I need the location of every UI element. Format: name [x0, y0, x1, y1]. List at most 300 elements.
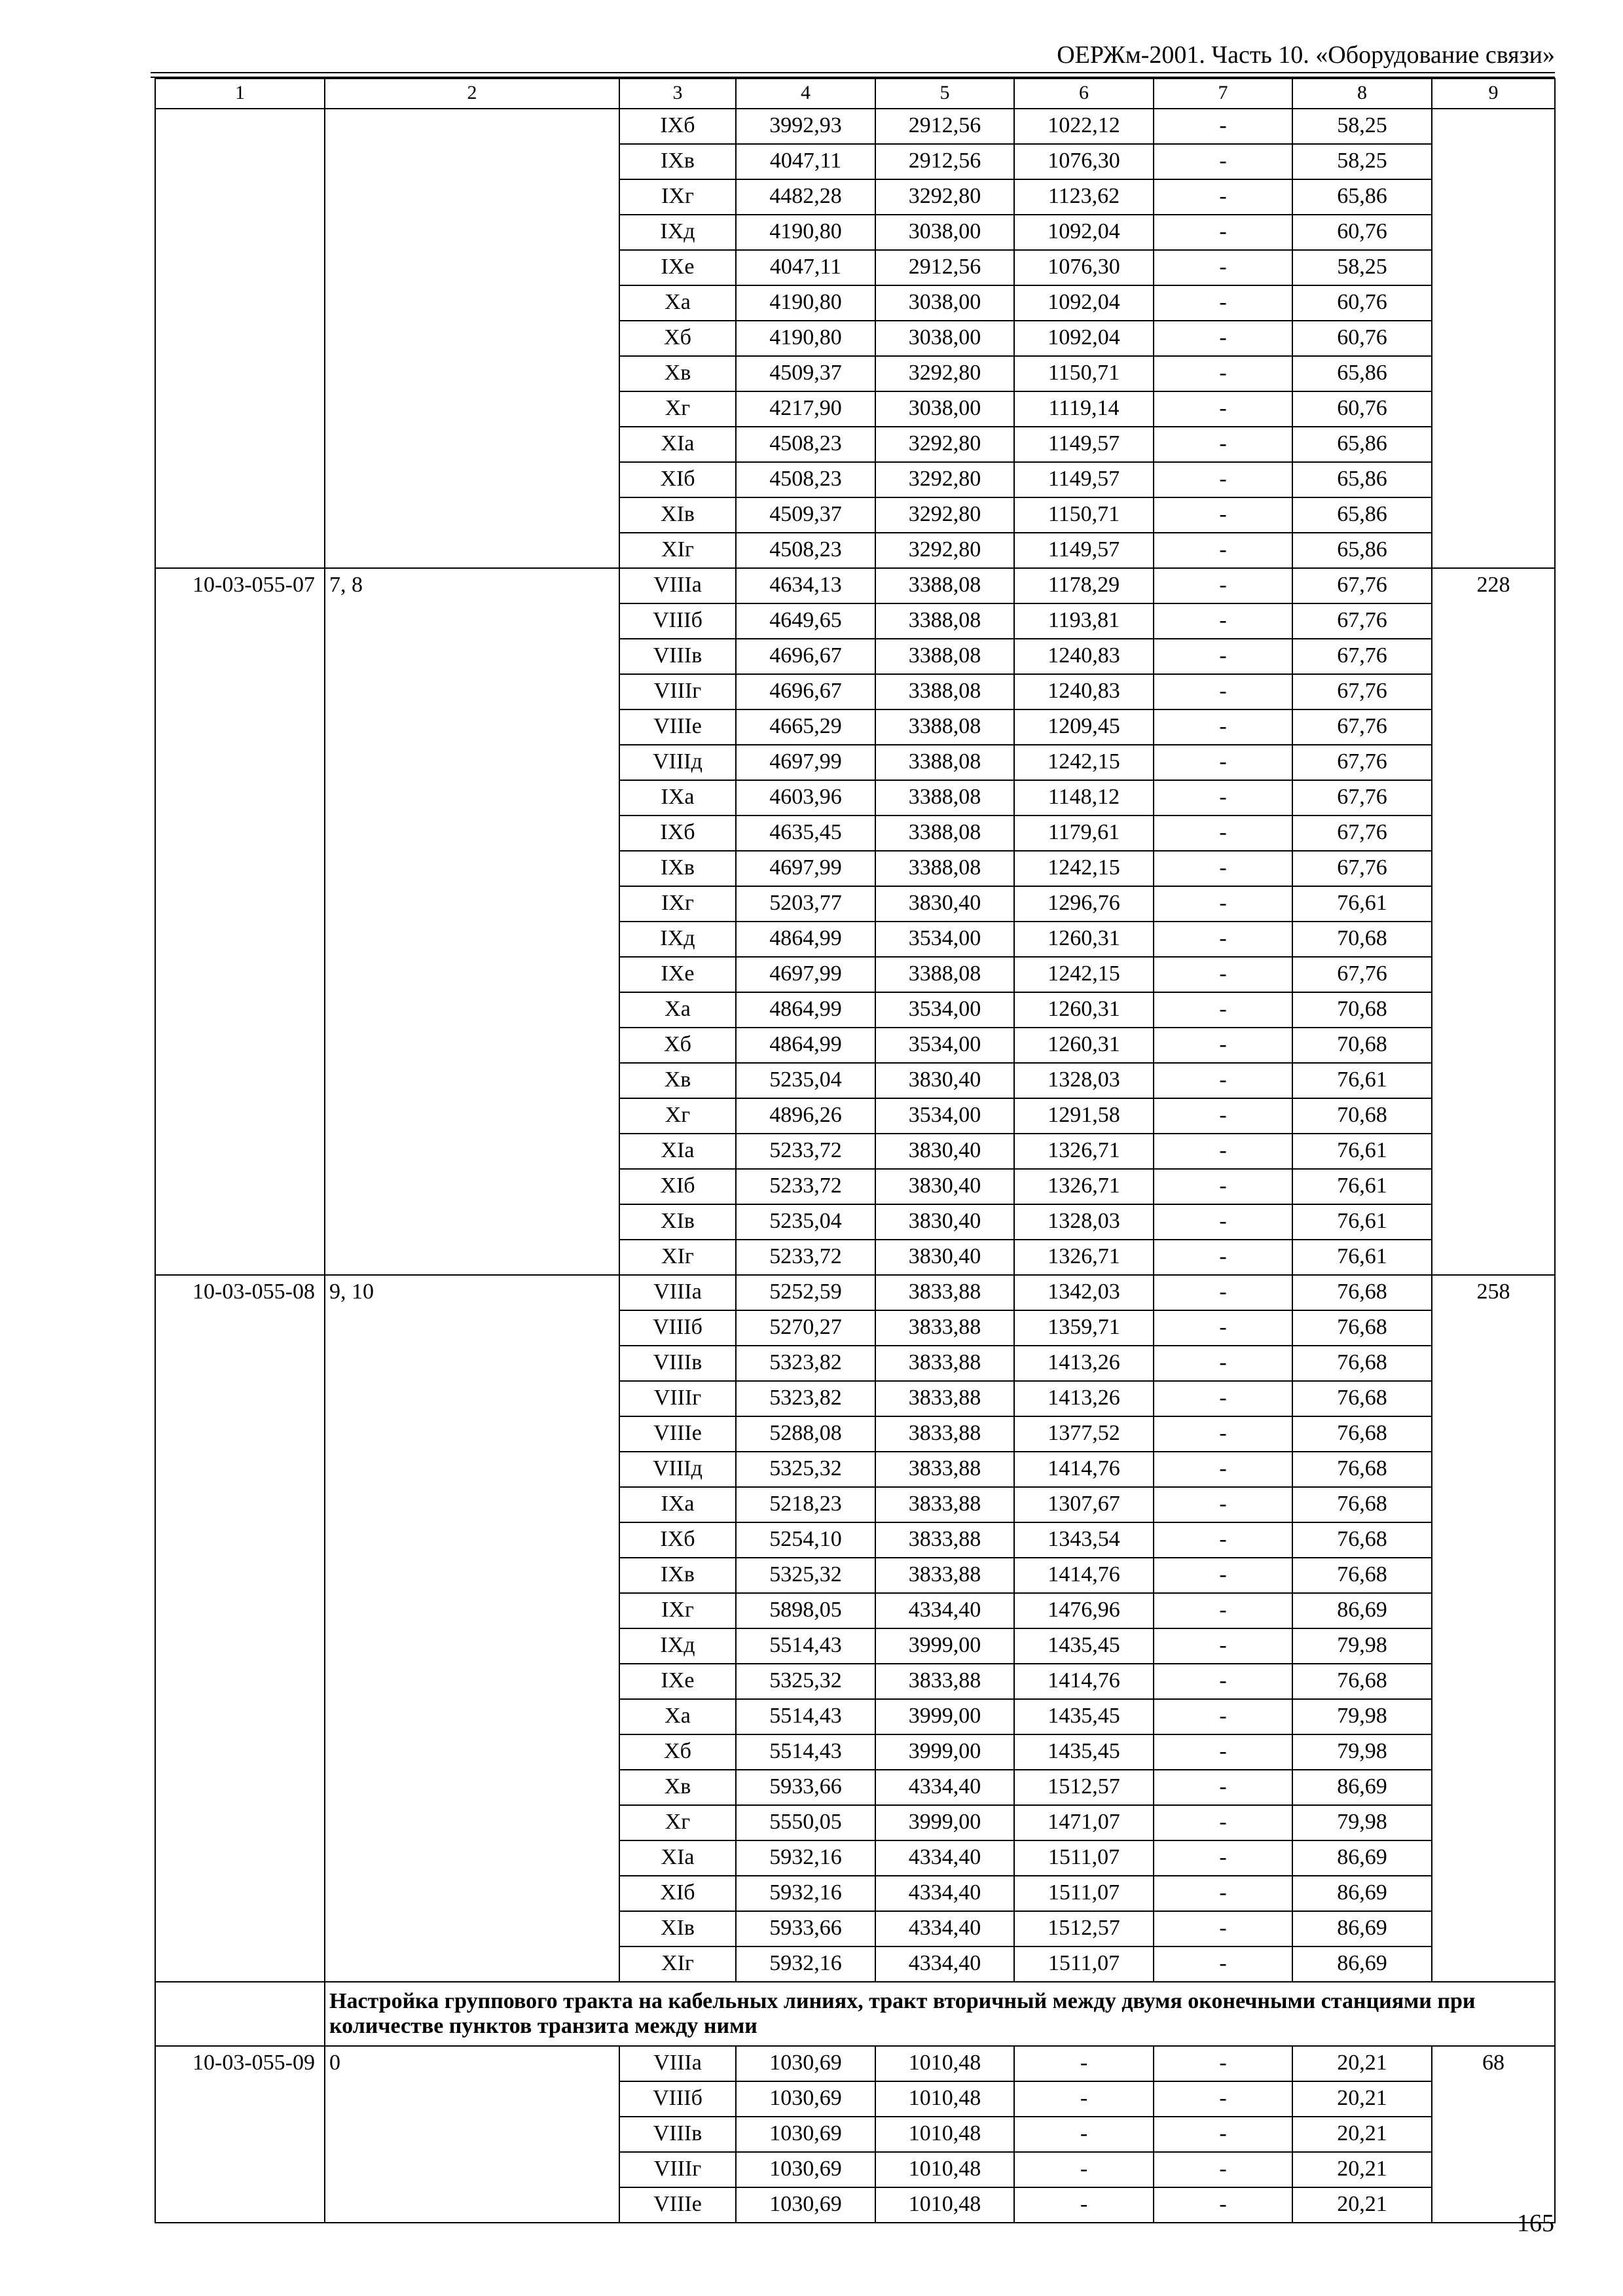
wage-cell: 1010,48 [875, 2081, 1014, 2117]
equipment-cell [1432, 2081, 1555, 2117]
total-cost-cell: 1030,69 [736, 2152, 875, 2187]
wage-cell: 3833,88 [875, 1558, 1014, 1593]
wage-cell: 3388,08 [875, 674, 1014, 709]
table-row [155, 922, 1555, 957]
table-row [155, 851, 1555, 886]
machinist-wage-cell: - [1154, 1134, 1292, 1169]
total-cost-cell: 5514,43 [736, 1628, 875, 1664]
labor-cell: 86,69 [1292, 1911, 1432, 1946]
code-cell: 10-03-055-08 [155, 1275, 325, 1310]
param-cell [325, 1487, 619, 1522]
table-row [155, 285, 1555, 321]
category-cell: VIIIб [619, 1310, 736, 1346]
machinist-wage-cell: - [1154, 1063, 1292, 1098]
code-cell [155, 709, 325, 745]
table-row [155, 1416, 1555, 1452]
equipment-cell [1432, 1911, 1555, 1946]
equipment-cell [1432, 1134, 1555, 1169]
wage-cell: 3388,08 [875, 851, 1014, 886]
wage-cell: 3830,40 [875, 1169, 1014, 1204]
total-cost-cell: 5270,27 [736, 1310, 875, 1346]
table-row [155, 1734, 1555, 1770]
labor-cell: 65,86 [1292, 427, 1432, 462]
code-cell [155, 816, 325, 851]
labor-cell: 76,68 [1292, 1487, 1432, 1522]
category-cell: IXг [619, 179, 736, 215]
total-cost-cell: 1030,69 [736, 2046, 875, 2081]
machinist-wage-cell: - [1154, 1770, 1292, 1805]
category-cell: XIг [619, 1946, 736, 1982]
machine-cell: 1092,04 [1014, 285, 1154, 321]
machine-cell: 1511,07 [1014, 1946, 1154, 1982]
equipment-cell [1432, 674, 1555, 709]
machine-cell: 1326,71 [1014, 1169, 1154, 1204]
total-cost-cell: 4665,29 [736, 709, 875, 745]
table-row [155, 533, 1555, 568]
equipment-cell [1432, 1876, 1555, 1911]
param-cell [325, 285, 619, 321]
param-cell [325, 780, 619, 816]
table-row [155, 1310, 1555, 1346]
total-cost-cell: 5325,32 [736, 1664, 875, 1699]
total-cost-cell: 4482,28 [736, 179, 875, 215]
running-header: ОЕРЖм-2001. Часть 10. «Оборудование связи» [1057, 41, 1555, 69]
column-number: 3 [619, 79, 736, 109]
total-cost-cell: 5325,32 [736, 1558, 875, 1593]
wage-cell: 3292,80 [875, 462, 1014, 497]
category-cell: Xб [619, 1028, 736, 1063]
category-cell: IXб [619, 1522, 736, 1558]
code-cell [155, 1487, 325, 1522]
table-row [155, 886, 1555, 922]
wage-cell: 3833,88 [875, 1664, 1014, 1699]
machinist-wage-cell: - [1154, 639, 1292, 674]
table-row [155, 321, 1555, 356]
equipment-cell [1432, 391, 1555, 427]
category-cell: VIIIв [619, 1346, 736, 1381]
param-cell [325, 639, 619, 674]
equipment-cell [1432, 2117, 1555, 2152]
category-cell: XIг [619, 533, 736, 568]
table-row [155, 745, 1555, 780]
labor-cell: 67,76 [1292, 639, 1432, 674]
total-cost-cell: 4190,80 [736, 321, 875, 356]
machinist-wage-cell: - [1154, 1275, 1292, 1310]
machinist-wage-cell: - [1154, 1204, 1292, 1240]
machine-cell: 1414,76 [1014, 1452, 1154, 1487]
labor-cell: 67,76 [1292, 603, 1432, 639]
total-cost-cell: 4634,13 [736, 568, 875, 603]
machinist-wage-cell: - [1154, 2152, 1292, 2187]
machinist-wage-cell: - [1154, 1876, 1292, 1911]
machine-cell: 1260,31 [1014, 1028, 1154, 1063]
code-cell [155, 1381, 325, 1416]
total-cost-cell: 5514,43 [736, 1699, 875, 1734]
machine-cell: 1296,76 [1014, 886, 1154, 922]
param-cell [325, 2117, 619, 2152]
param-cell [325, 2187, 619, 2223]
column-number: 7 [1154, 79, 1292, 109]
table-row [155, 462, 1555, 497]
total-cost-cell: 4697,99 [736, 851, 875, 886]
wage-cell: 3388,08 [875, 709, 1014, 745]
machine-cell: 1377,52 [1014, 1416, 1154, 1452]
machine-cell: 1328,03 [1014, 1063, 1154, 1098]
total-cost-cell: 5933,66 [736, 1911, 875, 1946]
equipment-cell [1432, 780, 1555, 816]
wage-cell: 3038,00 [875, 285, 1014, 321]
code-cell [155, 1346, 325, 1381]
total-cost-cell: 4217,90 [736, 391, 875, 427]
param-cell [325, 1911, 619, 1946]
column-number: 5 [875, 79, 1014, 109]
equipment-cell: 258 [1432, 1275, 1555, 1310]
machinist-wage-cell: - [1154, 1805, 1292, 1840]
machinist-wage-cell: - [1154, 1346, 1292, 1381]
param-cell [325, 215, 619, 250]
table-row [155, 674, 1555, 709]
machinist-wage-cell: - [1154, 1734, 1292, 1770]
labor-cell: 67,76 [1292, 780, 1432, 816]
param-cell [325, 1664, 619, 1699]
wage-cell: 3388,08 [875, 639, 1014, 674]
section-heading: Настройка группового тракта на кабельных линиях, тракт вторичный между двумя оконечными станциями при количестве пунктов транзита между ними [325, 1982, 1555, 2046]
machine-cell: 1150,71 [1014, 356, 1154, 391]
labor-cell: 79,98 [1292, 1805, 1432, 1840]
param-cell [325, 144, 619, 179]
total-cost-cell: 4190,80 [736, 285, 875, 321]
total-cost-cell: 4864,99 [736, 992, 875, 1028]
labor-cell: 86,69 [1292, 1946, 1432, 1982]
category-cell: Xа [619, 285, 736, 321]
table-row [155, 356, 1555, 391]
wage-cell: 3830,40 [875, 1134, 1014, 1169]
param-cell [325, 1063, 619, 1098]
wage-cell: 3999,00 [875, 1628, 1014, 1664]
param-cell [325, 674, 619, 709]
table-row [155, 2117, 1555, 2152]
machinist-wage-cell: - [1154, 144, 1292, 179]
wage-cell: 3833,88 [875, 1275, 1014, 1310]
param-cell [325, 1416, 619, 1452]
machine-cell: 1209,45 [1014, 709, 1154, 745]
equipment-cell [1432, 1734, 1555, 1770]
labor-cell: 76,68 [1292, 1664, 1432, 1699]
total-cost-cell: 5932,16 [736, 1876, 875, 1911]
machinist-wage-cell: - [1154, 2046, 1292, 2081]
table-row [155, 427, 1555, 462]
machinist-wage-cell: - [1154, 1522, 1292, 1558]
table-row [155, 957, 1555, 992]
labor-cell: 76,61 [1292, 886, 1432, 922]
total-cost-cell: 4047,11 [736, 144, 875, 179]
machinist-wage-cell: - [1154, 250, 1292, 285]
wage-cell: 3388,08 [875, 603, 1014, 639]
machine-cell: 1148,12 [1014, 780, 1154, 816]
machine-cell: 1240,83 [1014, 674, 1154, 709]
machinist-wage-cell: - [1154, 709, 1292, 745]
wage-cell: 3999,00 [875, 1699, 1014, 1734]
table-row [155, 1558, 1555, 1593]
equipment-cell [1432, 1063, 1555, 1098]
equipment-cell [1432, 109, 1555, 144]
param-cell [325, 745, 619, 780]
machine-cell: 1150,71 [1014, 497, 1154, 533]
wage-cell: 3038,00 [875, 321, 1014, 356]
category-cell: VIIIа [619, 1275, 736, 1310]
code-cell [155, 1699, 325, 1734]
labor-cell: 67,76 [1292, 957, 1432, 992]
machine-cell: 1149,57 [1014, 462, 1154, 497]
labor-cell: 65,86 [1292, 462, 1432, 497]
machinist-wage-cell: - [1154, 1558, 1292, 1593]
code-cell [155, 1452, 325, 1487]
param-cell [325, 1134, 619, 1169]
category-cell: VIIIд [619, 745, 736, 780]
param-cell [325, 1770, 619, 1805]
machine-cell: 1512,57 [1014, 1911, 1154, 1946]
param-cell [325, 816, 619, 851]
wage-cell: 3833,88 [875, 1346, 1014, 1381]
wage-cell: 3830,40 [875, 1240, 1014, 1275]
labor-cell: 70,68 [1292, 992, 1432, 1028]
labor-cell: 76,68 [1292, 1452, 1432, 1487]
total-cost-cell: 4603,96 [736, 780, 875, 816]
wage-cell: 1010,48 [875, 2152, 1014, 2187]
total-cost-cell: 4508,23 [736, 533, 875, 568]
code-cell [155, 250, 325, 285]
labor-cell: 76,61 [1292, 1134, 1432, 1169]
code-cell [155, 745, 325, 780]
column-number-row [155, 79, 1555, 109]
equipment-cell [1432, 1028, 1555, 1063]
table-row [155, 1452, 1555, 1487]
equipment-cell [1432, 1770, 1555, 1805]
code-cell [155, 215, 325, 250]
code-cell [155, 1169, 325, 1204]
machine-cell: 1240,83 [1014, 639, 1154, 674]
table-row [155, 179, 1555, 215]
labor-cell: 65,86 [1292, 533, 1432, 568]
param-cell [325, 1346, 619, 1381]
machine-cell: 1435,45 [1014, 1628, 1154, 1664]
equipment-cell [1432, 639, 1555, 674]
table-row [155, 639, 1555, 674]
table-row [155, 816, 1555, 851]
machinist-wage-cell: - [1154, 957, 1292, 992]
equipment-cell [1432, 1946, 1555, 1982]
wage-cell: 3292,80 [875, 533, 1014, 568]
code-cell [155, 1664, 325, 1699]
wage-cell: 3830,40 [875, 1204, 1014, 1240]
machine-cell: 1413,26 [1014, 1346, 1154, 1381]
param-cell [325, 1593, 619, 1628]
machine-cell: 1092,04 [1014, 215, 1154, 250]
table-row [155, 2046, 1555, 2081]
category-cell: IXа [619, 1487, 736, 1522]
wage-cell: 3292,80 [875, 497, 1014, 533]
param-cell [325, 957, 619, 992]
labor-cell: 60,76 [1292, 321, 1432, 356]
machine-cell: 1342,03 [1014, 1275, 1154, 1310]
wage-cell: 1010,48 [875, 2117, 1014, 2152]
machinist-wage-cell: - [1154, 1840, 1292, 1876]
code-cell [155, 1911, 325, 1946]
machinist-wage-cell: - [1154, 109, 1292, 144]
equipment-cell [1432, 1452, 1555, 1487]
table-row [155, 603, 1555, 639]
machine-cell: 1359,71 [1014, 1310, 1154, 1346]
param-cell [325, 2152, 619, 2187]
wage-cell: 3999,00 [875, 1734, 1014, 1770]
total-cost-cell: 4864,99 [736, 922, 875, 957]
total-cost-cell: 5323,82 [736, 1346, 875, 1381]
param-cell [325, 356, 619, 391]
section-spacer-cell [155, 1982, 325, 2046]
code-cell [155, 603, 325, 639]
total-cost-cell: 4509,37 [736, 497, 875, 533]
labor-cell: 20,21 [1292, 2081, 1432, 2117]
equipment-cell [1432, 957, 1555, 992]
table-row [155, 391, 1555, 427]
code-cell [155, 2152, 325, 2187]
wage-cell: 4334,40 [875, 1840, 1014, 1876]
total-cost-cell: 3992,93 [736, 109, 875, 144]
code-cell: 10-03-055-09 [155, 2046, 325, 2081]
machinist-wage-cell: - [1154, 603, 1292, 639]
machinist-wage-cell: - [1154, 391, 1292, 427]
param-cell [325, 179, 619, 215]
equipment-cell [1432, 356, 1555, 391]
labor-cell: 86,69 [1292, 1840, 1432, 1876]
table-row [155, 1381, 1555, 1416]
category-cell: IXе [619, 250, 736, 285]
category-cell: Xг [619, 1805, 736, 1840]
total-cost-cell: 5235,04 [736, 1204, 875, 1240]
machinist-wage-cell: - [1154, 2117, 1292, 2152]
machine-cell: 1193,81 [1014, 603, 1154, 639]
param-cell: 0 [325, 2046, 619, 2081]
column-number: 1 [155, 79, 325, 109]
category-cell: XIб [619, 1876, 736, 1911]
machinist-wage-cell: - [1154, 922, 1292, 957]
category-cell: Xб [619, 1734, 736, 1770]
code-cell [155, 992, 325, 1028]
total-cost-cell: 1030,69 [736, 2187, 875, 2223]
code-cell [155, 922, 325, 957]
table-row [155, 780, 1555, 816]
labor-cell: 20,21 [1292, 2187, 1432, 2223]
code-cell [155, 285, 325, 321]
machinist-wage-cell: - [1154, 886, 1292, 922]
category-cell: XIв [619, 1204, 736, 1240]
code-cell [155, 1416, 325, 1452]
code-cell [155, 886, 325, 922]
labor-cell: 70,68 [1292, 1098, 1432, 1134]
wage-cell: 4334,40 [875, 1770, 1014, 1805]
code-cell [155, 1805, 325, 1840]
equipment-cell [1432, 250, 1555, 285]
category-cell: IXв [619, 851, 736, 886]
rates-table [155, 78, 1556, 2223]
param-cell [325, 1381, 619, 1416]
machine-cell: 1178,29 [1014, 568, 1154, 603]
labor-cell: 76,68 [1292, 1558, 1432, 1593]
equipment-cell [1432, 603, 1555, 639]
header-rule [151, 72, 1555, 73]
param-cell [325, 1805, 619, 1840]
total-cost-cell: 5252,59 [736, 1275, 875, 1310]
param-cell [325, 1098, 619, 1134]
wage-cell: 3830,40 [875, 886, 1014, 922]
wage-cell: 4334,40 [875, 1593, 1014, 1628]
category-cell: IXб [619, 109, 736, 144]
wage-cell: 3388,08 [875, 745, 1014, 780]
category-cell: VIIIг [619, 1381, 736, 1416]
total-cost-cell: 5218,23 [736, 1487, 875, 1522]
equipment-cell [1432, 321, 1555, 356]
table-row [155, 568, 1555, 603]
table-row [155, 709, 1555, 745]
category-cell: Xг [619, 1098, 736, 1134]
table-row [155, 1911, 1555, 1946]
machinist-wage-cell: - [1154, 427, 1292, 462]
machine-cell: 1511,07 [1014, 1876, 1154, 1911]
machine-cell: 1414,76 [1014, 1558, 1154, 1593]
labor-cell: 76,68 [1292, 1275, 1432, 1310]
labor-cell: 60,76 [1292, 215, 1432, 250]
wage-cell: 3999,00 [875, 1805, 1014, 1840]
wage-cell: 2912,56 [875, 109, 1014, 144]
total-cost-cell: 5288,08 [736, 1416, 875, 1452]
category-cell: XIа [619, 1134, 736, 1169]
machinist-wage-cell: - [1154, 1416, 1292, 1452]
param-cell [325, 886, 619, 922]
table-row [155, 1840, 1555, 1876]
equipment-cell [1432, 215, 1555, 250]
wage-cell: 3833,88 [875, 1416, 1014, 1452]
equipment-cell [1432, 462, 1555, 497]
machine-cell: 1343,54 [1014, 1522, 1154, 1558]
code-cell [155, 1522, 325, 1558]
total-cost-cell: 4649,65 [736, 603, 875, 639]
machinist-wage-cell: - [1154, 1593, 1292, 1628]
wage-cell: 3388,08 [875, 568, 1014, 603]
code-cell [155, 427, 325, 462]
labor-cell: 65,86 [1292, 497, 1432, 533]
labor-cell: 86,69 [1292, 1593, 1432, 1628]
table-row [155, 1946, 1555, 1982]
category-cell: VIIIе [619, 709, 736, 745]
code-cell [155, 1876, 325, 1911]
labor-cell: 67,76 [1292, 709, 1432, 745]
category-cell: IXе [619, 957, 736, 992]
category-cell: VIIIб [619, 2081, 736, 2117]
machine-cell: 1414,76 [1014, 1664, 1154, 1699]
param-cell [325, 1558, 619, 1593]
param-cell [325, 1169, 619, 1204]
machinist-wage-cell: - [1154, 533, 1292, 568]
labor-cell: 67,76 [1292, 816, 1432, 851]
param-cell [325, 427, 619, 462]
param-cell [325, 1628, 619, 1664]
labor-cell: 76,61 [1292, 1063, 1432, 1098]
equipment-cell [1432, 1840, 1555, 1876]
equipment-cell [1432, 1381, 1555, 1416]
labor-cell: 58,25 [1292, 109, 1432, 144]
param-cell [325, 1734, 619, 1770]
wage-cell: 3292,80 [875, 427, 1014, 462]
